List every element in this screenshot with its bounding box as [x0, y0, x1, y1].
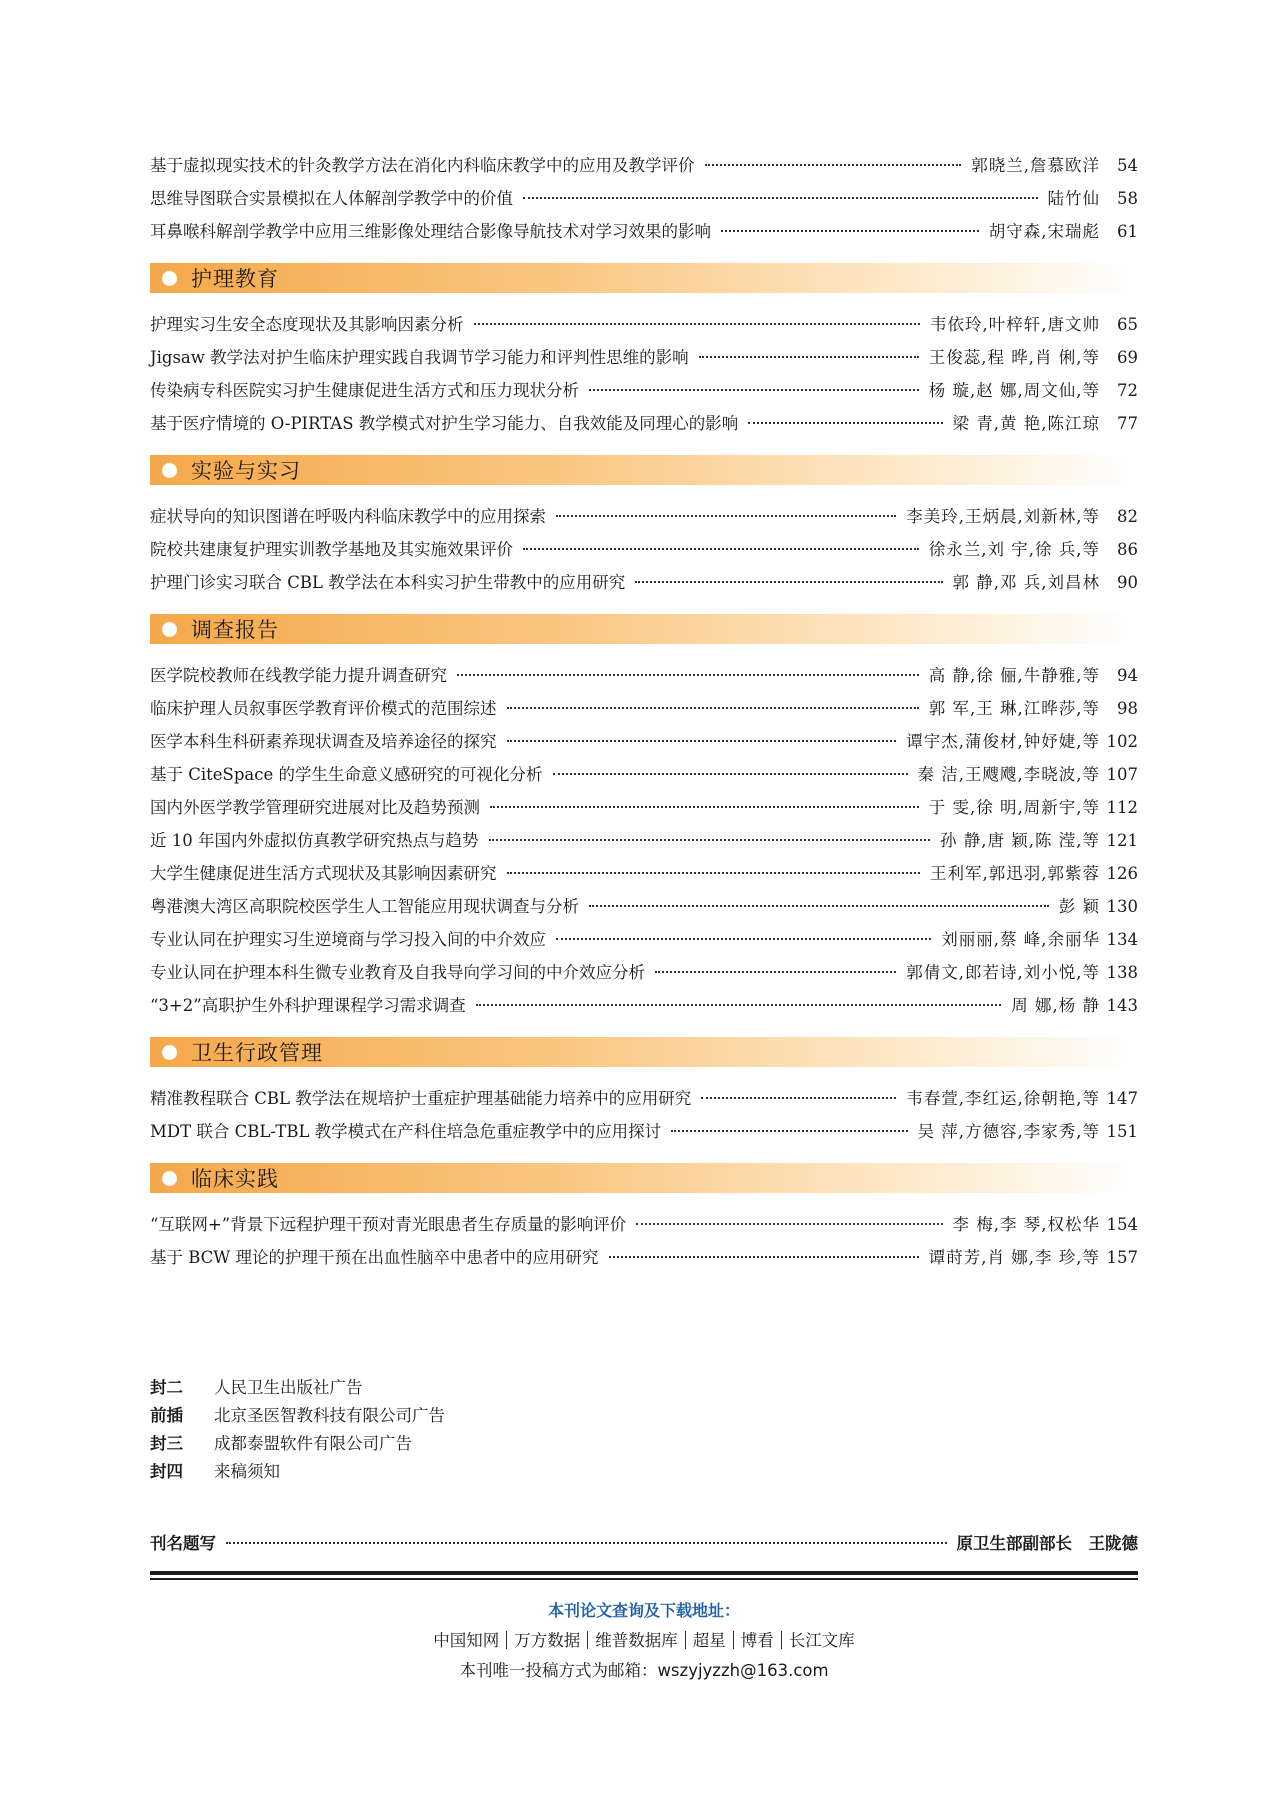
toc-entry: [150, 728, 1138, 761]
leader-dots: [655, 971, 896, 973]
leader-dots: [635, 581, 942, 583]
bullet-dot-icon: [162, 622, 177, 637]
leader-dots: [589, 389, 919, 391]
ad-entry: [150, 1428, 445, 1456]
ad-text: 人民卫生出版社广告: [214, 1378, 363, 1397]
page-number: 121: [1106, 831, 1138, 850]
bullet-dot-icon: [162, 271, 177, 286]
article-authors: 秦 洁,王飕飕,李晓波,等: [917, 765, 1100, 784]
journal-title-credit: [150, 1530, 1138, 1554]
section-title: 调查报告: [191, 618, 279, 642]
leader-dots: [457, 674, 919, 676]
leader-dots: [489, 839, 931, 841]
page-number: 58: [1117, 189, 1138, 208]
article-title: 护理门诊实习联合 CBL 教学法在本科实习护生带教中的应用研究: [150, 573, 626, 592]
article-authors: 刘丽丽,蔡 峰,余丽华: [941, 930, 1100, 949]
ad-position-label: 封二: [150, 1378, 183, 1397]
ad-position-label: 前插: [150, 1406, 183, 1425]
article-title: “3+2”高职护生外科护理课程学习需求调查: [150, 996, 466, 1015]
section-title: 实验与实习: [191, 459, 301, 483]
article-title: 基于虚拟现实技术的针灸教学方法在消化内科临床教学中的应用及教学评价: [150, 156, 695, 175]
toc-entry: [150, 410, 1138, 443]
toc-entry: [150, 377, 1138, 410]
ad-position-label: 封三: [150, 1434, 183, 1453]
leader-dots: [671, 1130, 907, 1132]
leader-dots: [523, 548, 919, 550]
article-authors: 李美玲,王炳晨,刘新林,等: [906, 507, 1100, 526]
article-title: 传染病专科医院实习护生健康促进生活方式和压力现状分析: [150, 381, 579, 400]
toc-entry: [150, 569, 1138, 602]
article-authors: 孙 静,唐 颖,陈 滢,等: [940, 831, 1100, 850]
toc-entry: [150, 860, 1138, 893]
page-number: 82: [1117, 507, 1138, 526]
page-number: 138: [1106, 963, 1138, 982]
toc-entry: [150, 185, 1138, 218]
database-name: 超星: [692, 1631, 726, 1650]
article-authors: 杨 璇,赵 娜,周文仙,等: [928, 381, 1100, 400]
article-authors: 王俊蕊,程 晔,肖 俐,等: [928, 348, 1100, 367]
leader-dots: [507, 707, 919, 709]
article-authors: 李 梅,李 琴,权松华: [952, 1215, 1100, 1234]
toc-entry: [150, 218, 1138, 251]
page-number: 154: [1106, 1215, 1138, 1234]
leader-dots: [748, 422, 942, 424]
ad-text: 来稿须知: [214, 1462, 280, 1481]
article-authors: 胡守森,宋瑞彪: [988, 222, 1100, 241]
database-name: 博看: [740, 1631, 774, 1650]
page-number: 77: [1117, 414, 1138, 433]
article-authors: 吴 萍,方德容,李家秀,等: [917, 1122, 1100, 1141]
leader-dots: [636, 1223, 942, 1225]
credit-label: 刊名题写: [150, 1534, 216, 1553]
ad-text: 北京圣医智教科技有限公司广告: [214, 1406, 445, 1425]
article-authors: 周 娜,杨 静: [1011, 996, 1100, 1015]
page-number: 86: [1117, 540, 1138, 559]
toc-entry: [150, 761, 1138, 794]
leader-dots: [721, 230, 979, 232]
article-authors: 王利军,郭迅羽,郭紫蓉: [930, 864, 1100, 883]
leader-dots: [490, 806, 919, 808]
article-authors: 郭晓兰,詹慕欧洋: [971, 156, 1100, 175]
page-number: 112: [1106, 798, 1138, 817]
ad-text: 成都泰盟软件有限公司广告: [214, 1434, 412, 1453]
toc-entry: [150, 152, 1138, 185]
article-title: 精准教程联合 CBL 教学法在规培护士重症护理基础能力培养中的应用研究: [150, 1089, 692, 1108]
section-header: [150, 614, 1138, 644]
toc-entry: [150, 926, 1138, 959]
toc-entry: [150, 992, 1138, 1025]
page-number: 126: [1106, 864, 1138, 883]
leader-dots: [553, 773, 908, 775]
database-name: 维普数据库: [595, 1631, 678, 1650]
bullet-dot-icon: [162, 1171, 177, 1186]
article-authors: 韦依玲,叶梓轩,唐文帅: [930, 315, 1100, 334]
page-number: 65: [1117, 315, 1138, 334]
toc-entry: [150, 662, 1138, 695]
leader-dots: [556, 938, 931, 940]
database-list: [150, 1626, 1138, 1656]
divider-thick: [150, 1571, 1138, 1575]
leader-dots: [507, 740, 897, 742]
ad-entry: [150, 1372, 445, 1400]
page-number: 107: [1106, 765, 1138, 784]
article-title: 专业认同在护理实习生逆境商与学习投入间的中介效应: [150, 930, 546, 949]
article-title: 基于 CiteSpace 的学生生命意义感研究的可视化分析: [150, 765, 543, 784]
section-title: 护理教育: [191, 267, 279, 291]
bullet-dot-icon: [162, 463, 177, 478]
database-name: 中国知网: [433, 1631, 500, 1650]
page-number: 130: [1106, 897, 1138, 916]
ad-entry: [150, 1400, 445, 1428]
article-title: 大学生健康促进生活方式现状及其影响因素研究: [150, 864, 497, 883]
leader-dots: [476, 1004, 1002, 1006]
database-name: 万方数据: [514, 1631, 581, 1650]
leader-dots: [705, 164, 962, 166]
article-title: 临床护理人员叙事医学教育评价模式的范围综述: [150, 699, 497, 718]
toc-entry: [150, 893, 1138, 926]
separator: [781, 1631, 782, 1649]
article-title: 国内外医学教学管理研究进展对比及趋势预测: [150, 798, 480, 817]
page-number: 134: [1106, 930, 1138, 949]
leader-dots: [609, 1256, 919, 1258]
article-authors: 于 雯,徐 明,周新宇,等: [928, 798, 1100, 817]
leader-dots: [474, 323, 921, 325]
toc-entry: [150, 1244, 1138, 1277]
page-number: 147: [1106, 1089, 1138, 1108]
article-title: 思维导图联合实景模拟在人体解剖学教学中的价值: [150, 189, 513, 208]
toc-entry: [150, 503, 1138, 536]
article-title: 医学本科生科研素养现状调查及培养途径的探究: [150, 732, 497, 751]
leader-dots: [589, 905, 1049, 907]
toc-entry: [150, 344, 1138, 377]
footer: [150, 1596, 1138, 1686]
article-authors: 郭倩文,郎若诗,刘小悦,等: [906, 963, 1100, 982]
leader-dots: [523, 197, 1038, 199]
toc-entry: [150, 311, 1138, 344]
section-title: 临床实践: [191, 1167, 279, 1191]
article-authors: 郭 军,王 琳,江晔莎,等: [928, 699, 1100, 718]
article-title: 耳鼻喉科解剖学教学中应用三维影像处理结合影像导航技术对学习效果的影响: [150, 222, 711, 241]
footer-heading: 本刊论文查询及下载地址：: [547, 1601, 740, 1620]
bullet-dot-icon: [162, 1045, 177, 1060]
article-title: 近 10 年国内外虚拟仿真教学研究热点与趋势: [150, 831, 479, 850]
page-number: 69: [1117, 348, 1138, 367]
ad-entry: [150, 1456, 445, 1484]
leader-dots: [701, 1097, 896, 1099]
leader-dots: [226, 1542, 947, 1544]
page-number: 143: [1106, 996, 1138, 1015]
page-number: 54: [1117, 156, 1138, 175]
article-authors: 梁 青,黄 艳,陈江琼: [952, 414, 1100, 433]
toc-entry: [150, 695, 1138, 728]
article-title: “互联网+”背景下远程护理干预对青光眼患者生存质量的影响评价: [150, 1215, 627, 1234]
toc-entry: [150, 959, 1138, 992]
article-authors: 彭 颖: [1058, 897, 1100, 916]
toc-entry: [150, 1085, 1138, 1118]
leader-dots: [507, 872, 921, 874]
article-title: 院校共建康复护理实训教学基地及其实施效果评价: [150, 540, 513, 559]
advertisement-list: [150, 1372, 445, 1484]
article-title: 专业认同在护理本科生微专业教育及自我导向学习间的中介效应分析: [150, 963, 645, 982]
credit-value: 原卫生部副部长 王陇德: [956, 1534, 1138, 1553]
page-number: 157: [1106, 1248, 1138, 1267]
page-number: 102: [1106, 732, 1138, 751]
article-authors: 徐永兰,刘 宇,徐 兵,等: [928, 540, 1100, 559]
article-title: Jigsaw 教学法对护生临床护理实践自我调节学习能力和评判性思维的影响: [150, 348, 689, 367]
article-title: 粤港澳大湾区高职院校医学生人工智能应用现状调查与分析: [150, 897, 579, 916]
article-authors: 郭 静,邓 兵,刘昌林: [952, 573, 1100, 592]
page-number: 151: [1106, 1122, 1138, 1141]
page-number: 61: [1117, 222, 1138, 241]
table-of-contents: [150, 152, 1138, 1277]
toc-entry: [150, 794, 1138, 827]
toc-entry: [150, 536, 1138, 569]
article-title: 医学院校教师在线教学能力提升调查研究: [150, 666, 447, 685]
section-title: 卫生行政管理: [191, 1041, 323, 1065]
toc-entry: [150, 1211, 1138, 1244]
section-header: [150, 1037, 1138, 1067]
leader-dots: [699, 356, 919, 358]
page-number: 98: [1117, 699, 1138, 718]
section-header: [150, 263, 1138, 293]
separator: [506, 1631, 507, 1649]
separator: [587, 1631, 588, 1649]
submission-email: 本刊唯一投稿方式为邮箱：wszyjyzzh@163.com: [459, 1661, 829, 1680]
section-header: [150, 455, 1138, 485]
article-authors: 谭莳芳,肖 娜,李 珍,等: [928, 1248, 1100, 1267]
article-title: MDT 联合 CBL-TBL 教学模式在产科住培急危重症教学中的应用探讨: [150, 1122, 662, 1141]
toc-entry: [150, 827, 1138, 860]
toc-entry: [150, 1118, 1138, 1151]
separator: [733, 1631, 734, 1649]
separator: [685, 1631, 686, 1649]
article-authors: 高 静,徐 俪,牛静雅,等: [928, 666, 1100, 685]
article-title: 护理实习生安全态度现状及其影响因素分析: [150, 315, 464, 334]
article-authors: 韦春萱,李红运,徐朝艳,等: [906, 1089, 1100, 1108]
ad-position-label: 封四: [150, 1462, 183, 1481]
page-number: 90: [1117, 573, 1138, 592]
article-title: 基于医疗情境的 O-PIRTAS 教学模式对护生学习能力、自我效能及同理心的影响: [150, 414, 739, 433]
article-title: 症状导向的知识图谱在呼吸内科临床教学中的应用探索: [150, 507, 546, 526]
divider-thin: [150, 1578, 1138, 1580]
database-name: 长江文库: [788, 1631, 855, 1650]
article-title: 基于 BCW 理论的护理干预在出血性脑卒中患者中的应用研究: [150, 1248, 599, 1267]
page-number: 72: [1117, 381, 1138, 400]
section-header: [150, 1163, 1138, 1193]
article-authors: 谭宇杰,蒲俊材,钟妤婕,等: [906, 732, 1100, 751]
leader-dots: [556, 515, 896, 517]
page-number: 94: [1117, 666, 1138, 685]
article-authors: 陆竹仙: [1047, 189, 1100, 208]
